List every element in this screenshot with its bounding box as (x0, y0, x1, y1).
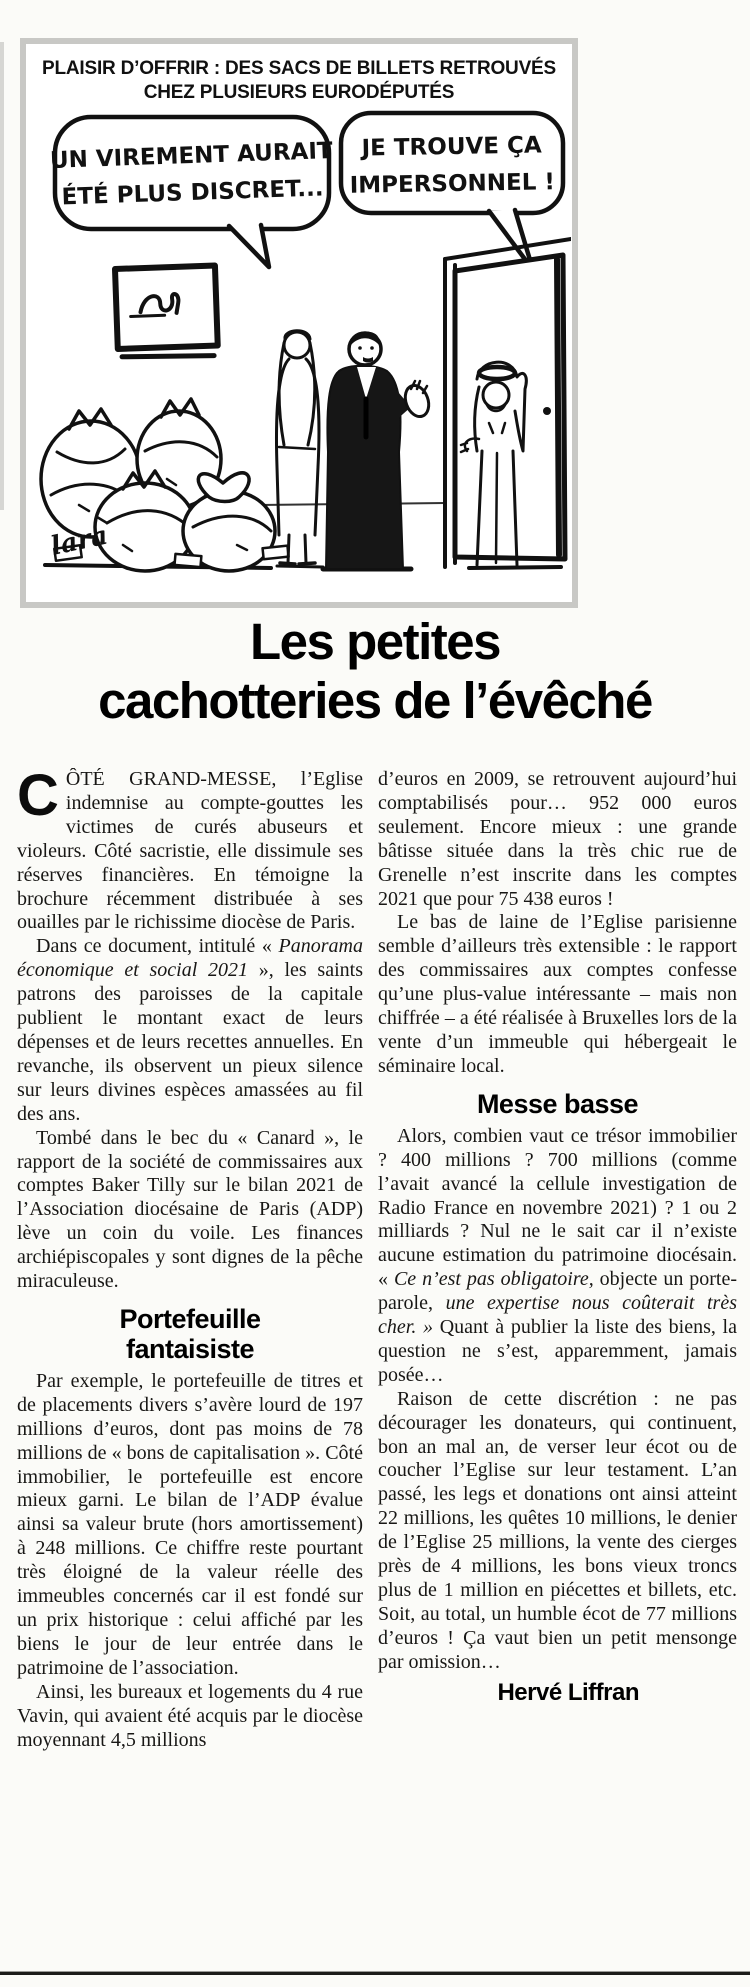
bubble-right-text-1: JE TROUVE ÇA (361, 132, 542, 162)
bubble-left-text-2: ÉTÉ PLUS DISCRET... (61, 175, 324, 211)
paragraph: Alors, combien vaut ce trésor immobilier ? 400 millions ? 700 millions (comme l’avait avancé la cellule investigation de Radio France en novembre 2021) ? 1 ou 2 milliards ? Nul ne le sait car il n’existe aucune estimation du patrimoine diocésain. « Ce n’est pas obligatoire, objecte un porte-parole, une expertise nous coûterait très cher. » Quant à publier la liste des biens, la question ne s’est, apparemment, jamais posée… (378, 1124, 737, 1386)
picture-frame (115, 266, 218, 359)
speech-bubble-left (50, 117, 334, 267)
bubble-left-text-1: UN VIREMENT AURAIT (49, 138, 334, 174)
headline-line1: Les petites (250, 613, 500, 670)
bubble-right-text-2: IMPERSONNEL ! (349, 169, 556, 199)
paragraph: Par exemple, le portefeuille de titres et de placements divers s’avère lourd de 197 millions d’euros, dont pas moins de 78 millions de « bons de capitalisation ». Côté immobilier, le portefeuille est encore mieux garni. Le bilan de l’ADP évalue ainsi sa valeur brute (hors amortissement) à 248 millions. Ce chiffre reste pourtant très éloigné de la valeur réelle des immeubles concernés car il est fondé sur un prix historique : celui affiché par les biens le jour de leur entrée dans le patrimoine de l’association. (17, 1369, 363, 1679)
cartoon-drawing (27, 107, 571, 573)
bottom-rule (0, 1971, 750, 1975)
article-column-2 (378, 768, 737, 1968)
cartoon-kicker-line1: PLAISIR D’OFFRIR : DES SACS DE BILLETS RETROUVÉS (42, 58, 556, 79)
byline: Hervé Liffran (497, 1678, 639, 1706)
paragraph: CÔTÉ GRAND-MESSE, l’Eglise indemnise au compte-gouttes les victimes de curés abuseurs et violeurs. Côté sacristie, elle dissimule ses réserves financières. En témoigne la brochure récemment distribuée à ses ouailles par le richissime diocèse de Paris. (17, 768, 363, 934)
paragraph: Dans ce document, intitulé « Panorama économique et social 2021 », les saints patrons des paroisses de la capitale publient le montant exact de leurs dépenses et de leurs recettes annuelles. En revanche, ils observent un pieux silence sur leurs divines espèces amassées au fil des ans. (17, 935, 363, 1125)
man-figure (326, 332, 433, 570)
article-column-1 (17, 768, 363, 1968)
cartoon-panel (20, 38, 578, 608)
article-headline (0, 612, 750, 730)
headline-line2: cachotteries de l’évêché (98, 672, 652, 729)
cartoon-kicker (26, 57, 572, 105)
article-body (17, 768, 737, 1968)
page-fold-strip (0, 42, 4, 510)
paragraph: Le bas de laine de l’Eglise parisienne semble d’ailleurs très extensible : le rapport des commissaires aux comptes confesse qu’une plus-value intéressante – mais non chiffrée – a été réalisée à Bruxelles lors de la vente d’un immeuble qui hébergeait le séminaire local. (378, 911, 737, 1077)
cartoonist-signature: lara (48, 520, 111, 562)
section-subhead: Messe basse (476, 1088, 639, 1119)
paragraph: Raison de cette discrétion : ne pas décourager les donateurs, qui continuent, bon an mal an, de verser leur écot ou de coucher l’Eglise sur leur testament. L’an passé, les legs et donations ont ainsi atteint 22 millions, les quêtes 10 millions, le denier de l’Eglise 25 millions, la vente des cierges près de 4 millions, les bons vieux troncs plus de 1 million en piécettes et billets, etc. Soit, au total, un humble écot de 77 millions d’euros ! Ça vaut bien un petit mensonge par omission… (378, 1387, 737, 1673)
woman-figure (277, 331, 319, 564)
cartoon-kicker-line2: CHEZ PLUSIEURS EURODÉPUTÉS (143, 82, 455, 103)
drop-cap: C (17, 768, 59, 828)
section-subhead: Portefeuille fantaisiste (119, 1303, 261, 1364)
paragraph: Ainsi, les bureaux et logements du 4 rue Vavin, qui avaient été acquis par le diocèse moyennant 4,5 millions (17, 1680, 363, 1751)
paragraph: Tombé dans le bec du « Canard », le rapport de la société de commissaires aux comptes Baker Tilly sur le bilan 2021 de l’Association diocésaine de Paris (ADP) lève un coin du voile. Les finances archiépiscopales y sont dignes de la pêche miraculeuse. (17, 1126, 363, 1293)
paragraph: d’euros en 2009, se retrouvent aujourd’hui comptabilisés pour… 952 000 euros seulement. Encore mieux : une grande bâtisse située dans la très chic rue de Grenelle n’est inscrite dans les comptes 2021 que pour 75 438 euros ! (378, 768, 737, 910)
